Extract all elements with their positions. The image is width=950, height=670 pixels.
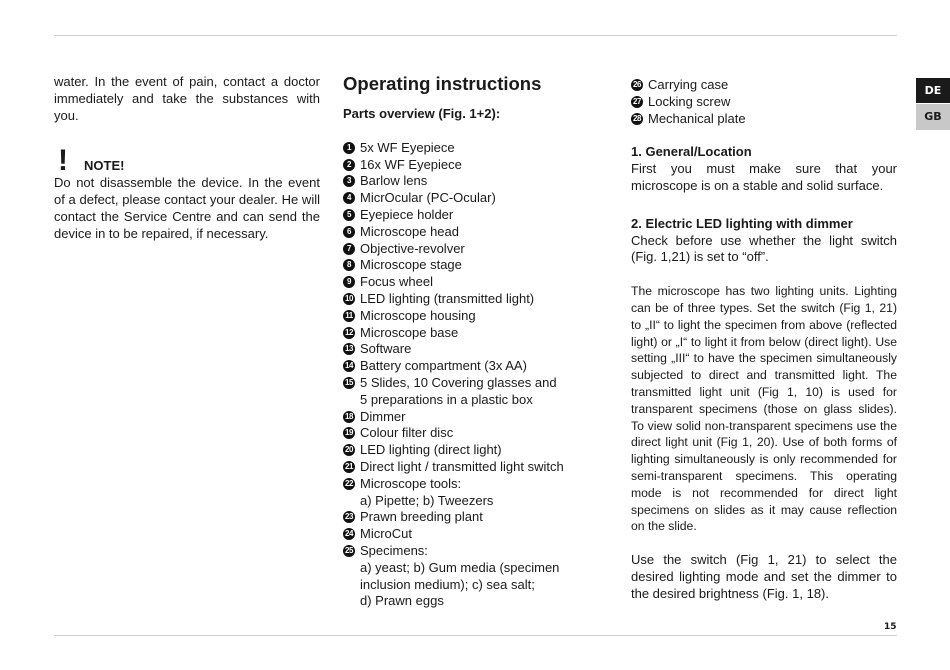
page-title: Operating instructions — [343, 73, 542, 94]
part-label: Microscope base — [360, 324, 459, 340]
part-label: 5 preparations in a plastic box — [360, 391, 533, 407]
note-text: Do not disassemble the device. In the event of a defect, please contact your dealer. He will contact the Service Centre and can send the device in to be repaired, if necessary. — [54, 175, 320, 241]
part-label: Prawn breeding plant — [360, 509, 483, 525]
part-list-item — [343, 375, 603, 409]
section-lighting-paragraph-2: The microscope has two lighting units. Lighting can be of three types. Set the switch (Fig 1, 21) to „II“ to light the specimen from above (reflected light) or „I“ to light it from below (direct light). Use setting „III“ to have the specimen simultaneously subjected to direct and transmitted light. The transmitted light unit (Fig 1, 10) is used for transparent specimens (those on glass slides). To view solid non-transparent specimens use the direct light unit (Fig 1, 20). Use of both forms of lighting simultaneously is only recommended for semi-transparent specimens. This operating mode is not recommended for direct light specimens on slides as it may cause reflection on the slide. — [631, 284, 897, 534]
part-list-item — [343, 543, 603, 610]
part-list-item — [343, 442, 603, 459]
part-label: Microscope head — [360, 223, 459, 239]
part-label: Objective-revolver — [360, 240, 465, 256]
exclamation-icon: ! — [58, 144, 68, 178]
number-badge-icon: 28 — [631, 113, 643, 125]
part-label: Microscope stage — [360, 257, 462, 273]
number-badge-icon: 26 — [631, 79, 643, 91]
part-list-item — [343, 526, 603, 543]
part-label: Software — [360, 341, 412, 357]
number-badge-icon: 18 — [343, 411, 355, 423]
part-list-item — [631, 111, 897, 128]
number-badge-icon: 12 — [343, 327, 355, 339]
parts-list-continued — [631, 77, 897, 127]
part-list-item — [343, 509, 603, 526]
page-number: 15 — [884, 622, 897, 632]
column-3 — [631, 77, 897, 603]
part-list-item — [343, 241, 603, 258]
part-label: Focus wheel — [360, 274, 433, 290]
part-label: LED lighting (direct light) — [360, 442, 502, 458]
number-badge-icon: 24 — [343, 528, 355, 540]
parts-list — [343, 140, 603, 610]
part-list-item — [631, 94, 897, 111]
part-label: Eyepiece holder — [360, 206, 454, 222]
language-tab-de[interactable]: DE — [916, 78, 950, 103]
part-label: 5x WF Eyepiece — [360, 139, 455, 155]
number-badge-icon: 15 — [343, 377, 355, 389]
number-badge-icon: 9 — [343, 276, 355, 288]
column-1 — [54, 74, 320, 242]
bottom-rule — [54, 635, 897, 636]
number-badge-icon: 8 — [343, 259, 355, 271]
part-label: Locking screw — [648, 93, 731, 109]
part-list-item — [343, 325, 603, 342]
section-general-text: First you must make sure that your microscope is on a stable and solid surface. — [631, 161, 897, 193]
part-list-item — [343, 274, 603, 291]
section-lighting-heading: 2. Electric LED lighting with dimmer — [631, 215, 853, 231]
number-badge-icon: 5 — [343, 209, 355, 221]
part-label: Colour filter disc — [360, 425, 454, 441]
part-label: Direct light / transmitted light switch — [360, 458, 564, 474]
number-badge-icon: 27 — [631, 96, 643, 108]
number-badge-icon: 11 — [343, 310, 355, 322]
note-box — [54, 144, 320, 242]
part-label: inclusion medium); c) sea salt; — [360, 576, 535, 592]
part-list-item — [343, 358, 603, 375]
part-label: Carrying case — [648, 77, 729, 92]
part-label: MicroCut — [360, 526, 413, 542]
number-badge-icon: 19 — [343, 427, 355, 439]
number-badge-icon: 14 — [343, 360, 355, 372]
number-badge-icon: 4 — [343, 192, 355, 204]
number-badge-icon: 7 — [343, 243, 355, 255]
note-title: NOTE! — [84, 158, 125, 174]
part-label: d) Prawn eggs — [360, 593, 444, 609]
part-label: a) Pipette; b) Tweezers — [360, 492, 494, 508]
number-badge-icon: 23 — [343, 511, 355, 523]
part-list-item — [343, 207, 603, 224]
part-list-item — [343, 476, 603, 510]
part-label: Specimens: — [360, 542, 428, 558]
part-label: Mechanical plate — [648, 110, 746, 126]
number-badge-icon: 10 — [343, 293, 355, 305]
part-label: a) yeast; b) Gum media (specimen — [360, 559, 560, 575]
part-label: Barlow lens — [360, 173, 428, 189]
number-badge-icon: 21 — [343, 461, 355, 473]
part-list-item — [343, 190, 603, 207]
part-list-item — [343, 157, 603, 174]
part-label: LED lighting (transmitted light) — [360, 290, 535, 306]
language-tab-gb[interactable]: GB — [916, 104, 950, 130]
number-badge-icon: 6 — [343, 226, 355, 238]
part-list-item — [343, 291, 603, 308]
parts-overview-heading: Parts overview (Fig. 1+2): — [343, 106, 501, 121]
part-list-item — [343, 173, 603, 190]
number-badge-icon: 3 — [343, 175, 355, 187]
intro-text: water. In the event of pain, contact a doctor immediately and take the substances with you. — [54, 74, 320, 123]
number-badge-icon: 1 — [343, 142, 355, 154]
part-list-item — [343, 341, 603, 358]
part-list-item — [343, 224, 603, 241]
part-label: Microscope housing — [360, 307, 476, 323]
number-badge-icon: 13 — [343, 343, 355, 355]
section-lighting-paragraph-3: Use the switch (Fig 1, 21) to select the desired lighting mode and set the dimmer to the desired brightness (Fig. 1, 18). — [631, 552, 897, 601]
number-badge-icon: 20 — [343, 444, 355, 456]
column-2 — [343, 72, 603, 610]
part-list-item — [343, 140, 603, 157]
part-label: Microscope tools: — [360, 475, 462, 491]
part-list-item — [343, 459, 603, 476]
part-label: 5 Slides, 10 Covering glasses and — [360, 374, 557, 390]
top-rule — [54, 35, 897, 36]
section-general-heading: 1. General/Location — [631, 144, 752, 160]
number-badge-icon: 2 — [343, 159, 355, 171]
part-list-item — [343, 308, 603, 325]
part-list-item — [343, 425, 603, 442]
part-list-item — [631, 77, 897, 94]
part-label: MicrOcular (PC-Ocular) — [360, 190, 496, 206]
number-badge-icon: 25 — [343, 545, 355, 557]
part-label: Dimmer — [360, 408, 406, 424]
section-lighting-text: Check before use whether the light switch (Fig. 1,21) is set to “off”. — [631, 232, 897, 265]
part-label: 16x WF Eyepiece — [360, 156, 462, 172]
part-list-item — [343, 257, 603, 274]
number-badge-icon: 22 — [343, 478, 355, 490]
part-list-item — [343, 409, 603, 426]
part-label: Battery compartment (3x AA) — [360, 358, 527, 374]
